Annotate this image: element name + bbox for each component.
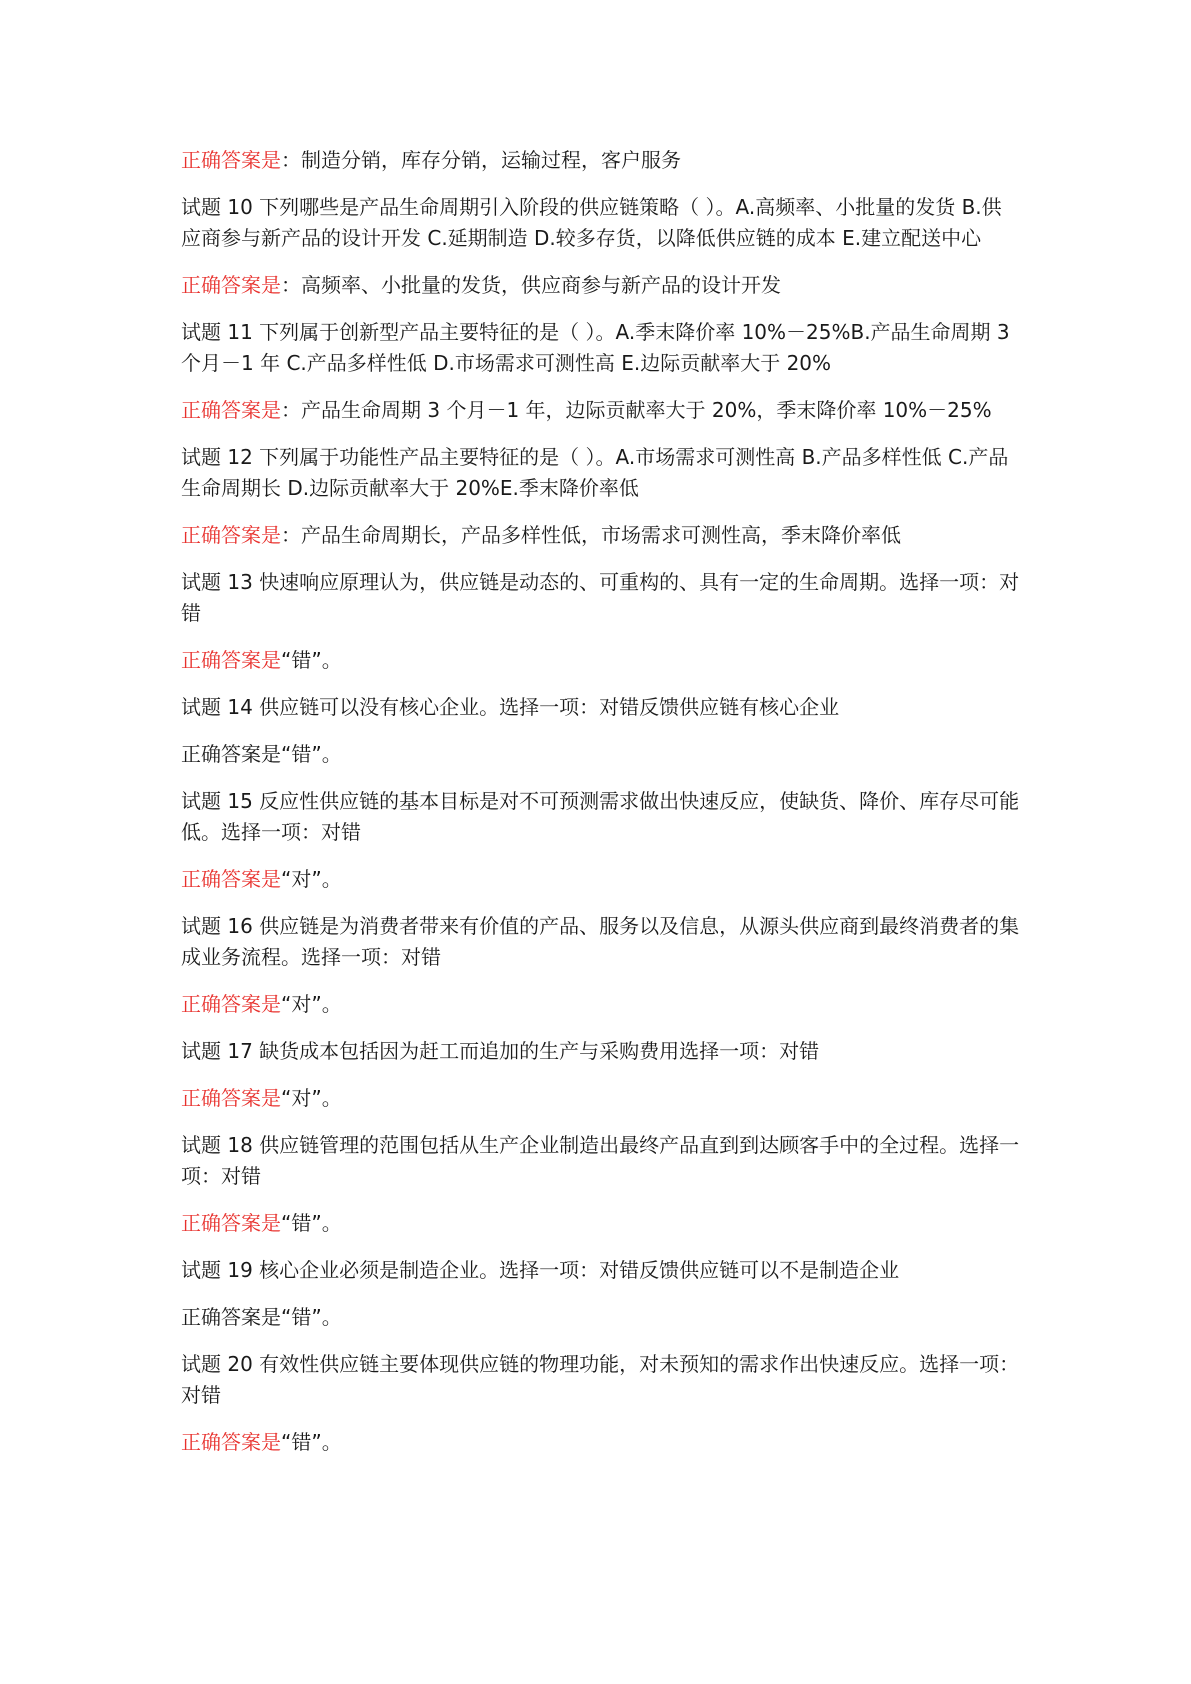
answer-line	[181, 395, 1021, 426]
question-item: 试题 16 供应链是为消费者带来有价值的产品、服务以及信息，从源头供应商到最终消费者的集成业务流程。选择一项：对错	[181, 914, 1020, 969]
answer-text: “对”。	[281, 867, 342, 891]
question-item: 试题 10 下列哪些是产品生命周期引入阶段的供应链策略（ ）。A.高频率、小批量的发货 B.供应商参与新产品的设计开发 C.延期制造 D.较多存货，以降低供应链的成本 E.建立配送中心	[181, 195, 1002, 250]
question-item: 试题 14 供应链可以没有核心企业。选择一项：对错反馈供应链有核心企业	[181, 695, 840, 719]
answer-text: ：制造分销，库存分销，运输过程，客户服务	[281, 148, 681, 172]
answer-label: 正确答案是	[181, 742, 281, 766]
answer-text: “对”。	[281, 1086, 342, 1110]
answer-label: 正确答案是	[181, 1430, 281, 1454]
answer-text: ：产品生命周期 3 个月－1 年，边际贡献率大于 20%，季末降价率 10%－25%	[281, 398, 992, 422]
answer-label: 正确答案是	[181, 398, 281, 422]
answer-text: ：高频率、小批量的发货，供应商参与新产品的设计开发	[281, 273, 781, 297]
answer-text: “错”。	[281, 742, 342, 766]
answer-text: “错”。	[281, 1211, 342, 1235]
question-item: 试题 17 缺货成本包括因为赶工而追加的生产与采购费用选择一项：对错	[181, 1039, 820, 1063]
answer-line	[181, 1083, 1021, 1114]
answer-line	[181, 520, 1021, 551]
question-item: 试题 12 下列属于功能性产品主要特征的是（ ）。A.市场需求可测性高 B.产品多样性低 C.产品生命周期长 D.边际贡献率大于 20%E.季末降价率低	[181, 445, 1009, 500]
answer-text: ：产品生命周期长，产品多样性低，市场需求可测性高，季末降价率低	[281, 523, 901, 547]
question-item: 试题 13 快速响应原理认为，供应链是动态的、可重构的、具有一定的生命周期。选择一项：对错	[181, 570, 1020, 625]
answer-label: 正确答案是	[181, 1305, 281, 1329]
answer-label: 正确答案是	[181, 867, 281, 891]
answer-label: 正确答案是	[181, 648, 281, 672]
answer-line	[181, 1208, 1021, 1239]
answer-label: 正确答案是	[181, 1211, 281, 1235]
question-item: 试题 19 核心企业必须是制造企业。选择一项：对错反馈供应链可以不是制造企业	[181, 1258, 900, 1282]
document-body	[181, 145, 1021, 1474]
answer-line	[181, 864, 1021, 895]
answer-line	[181, 270, 1021, 301]
answer-label: 正确答案是	[181, 1086, 281, 1110]
answer-text: “错”。	[281, 648, 342, 672]
answer-text: “对”。	[281, 992, 342, 1016]
question-item: 试题 11 下列属于创新型产品主要特征的是（ ）。A.季末降价率 10%－25%B.产品生命周期 3 个月－1 年 C.产品多样性低 D.市场需求可测性高 E.边际贡献率大于 20%	[181, 320, 1010, 375]
answer-label: 正确答案是	[181, 523, 281, 547]
answer-line	[181, 645, 1021, 676]
answer-text: “错”。	[281, 1305, 342, 1329]
answer-line	[181, 1302, 1021, 1333]
question-item: 试题 20 有效性供应链主要体现供应链的物理功能，对未预知的需求作出快速反应。选择一项：对错	[181, 1352, 1020, 1407]
answer-line	[181, 739, 1021, 770]
answer-line	[181, 1427, 1021, 1458]
answer-text: “错”。	[281, 1430, 342, 1454]
answer-line	[181, 989, 1021, 1020]
answer-label: 正确答案是	[181, 148, 281, 172]
question-item: 试题 15 反应性供应链的基本目标是对不可预测需求做出快速反应，使缺货、降价、库存尽可能低。选择一项：对错	[181, 789, 1020, 844]
question-item: 试题 18 供应链管理的范围包括从生产企业制造出最终产品直到到达顾客手中的全过程。选择一项：对错	[181, 1133, 1020, 1188]
answer-label: 正确答案是	[181, 992, 281, 1016]
answer-label: 正确答案是	[181, 273, 281, 297]
answer-line	[181, 145, 1021, 176]
